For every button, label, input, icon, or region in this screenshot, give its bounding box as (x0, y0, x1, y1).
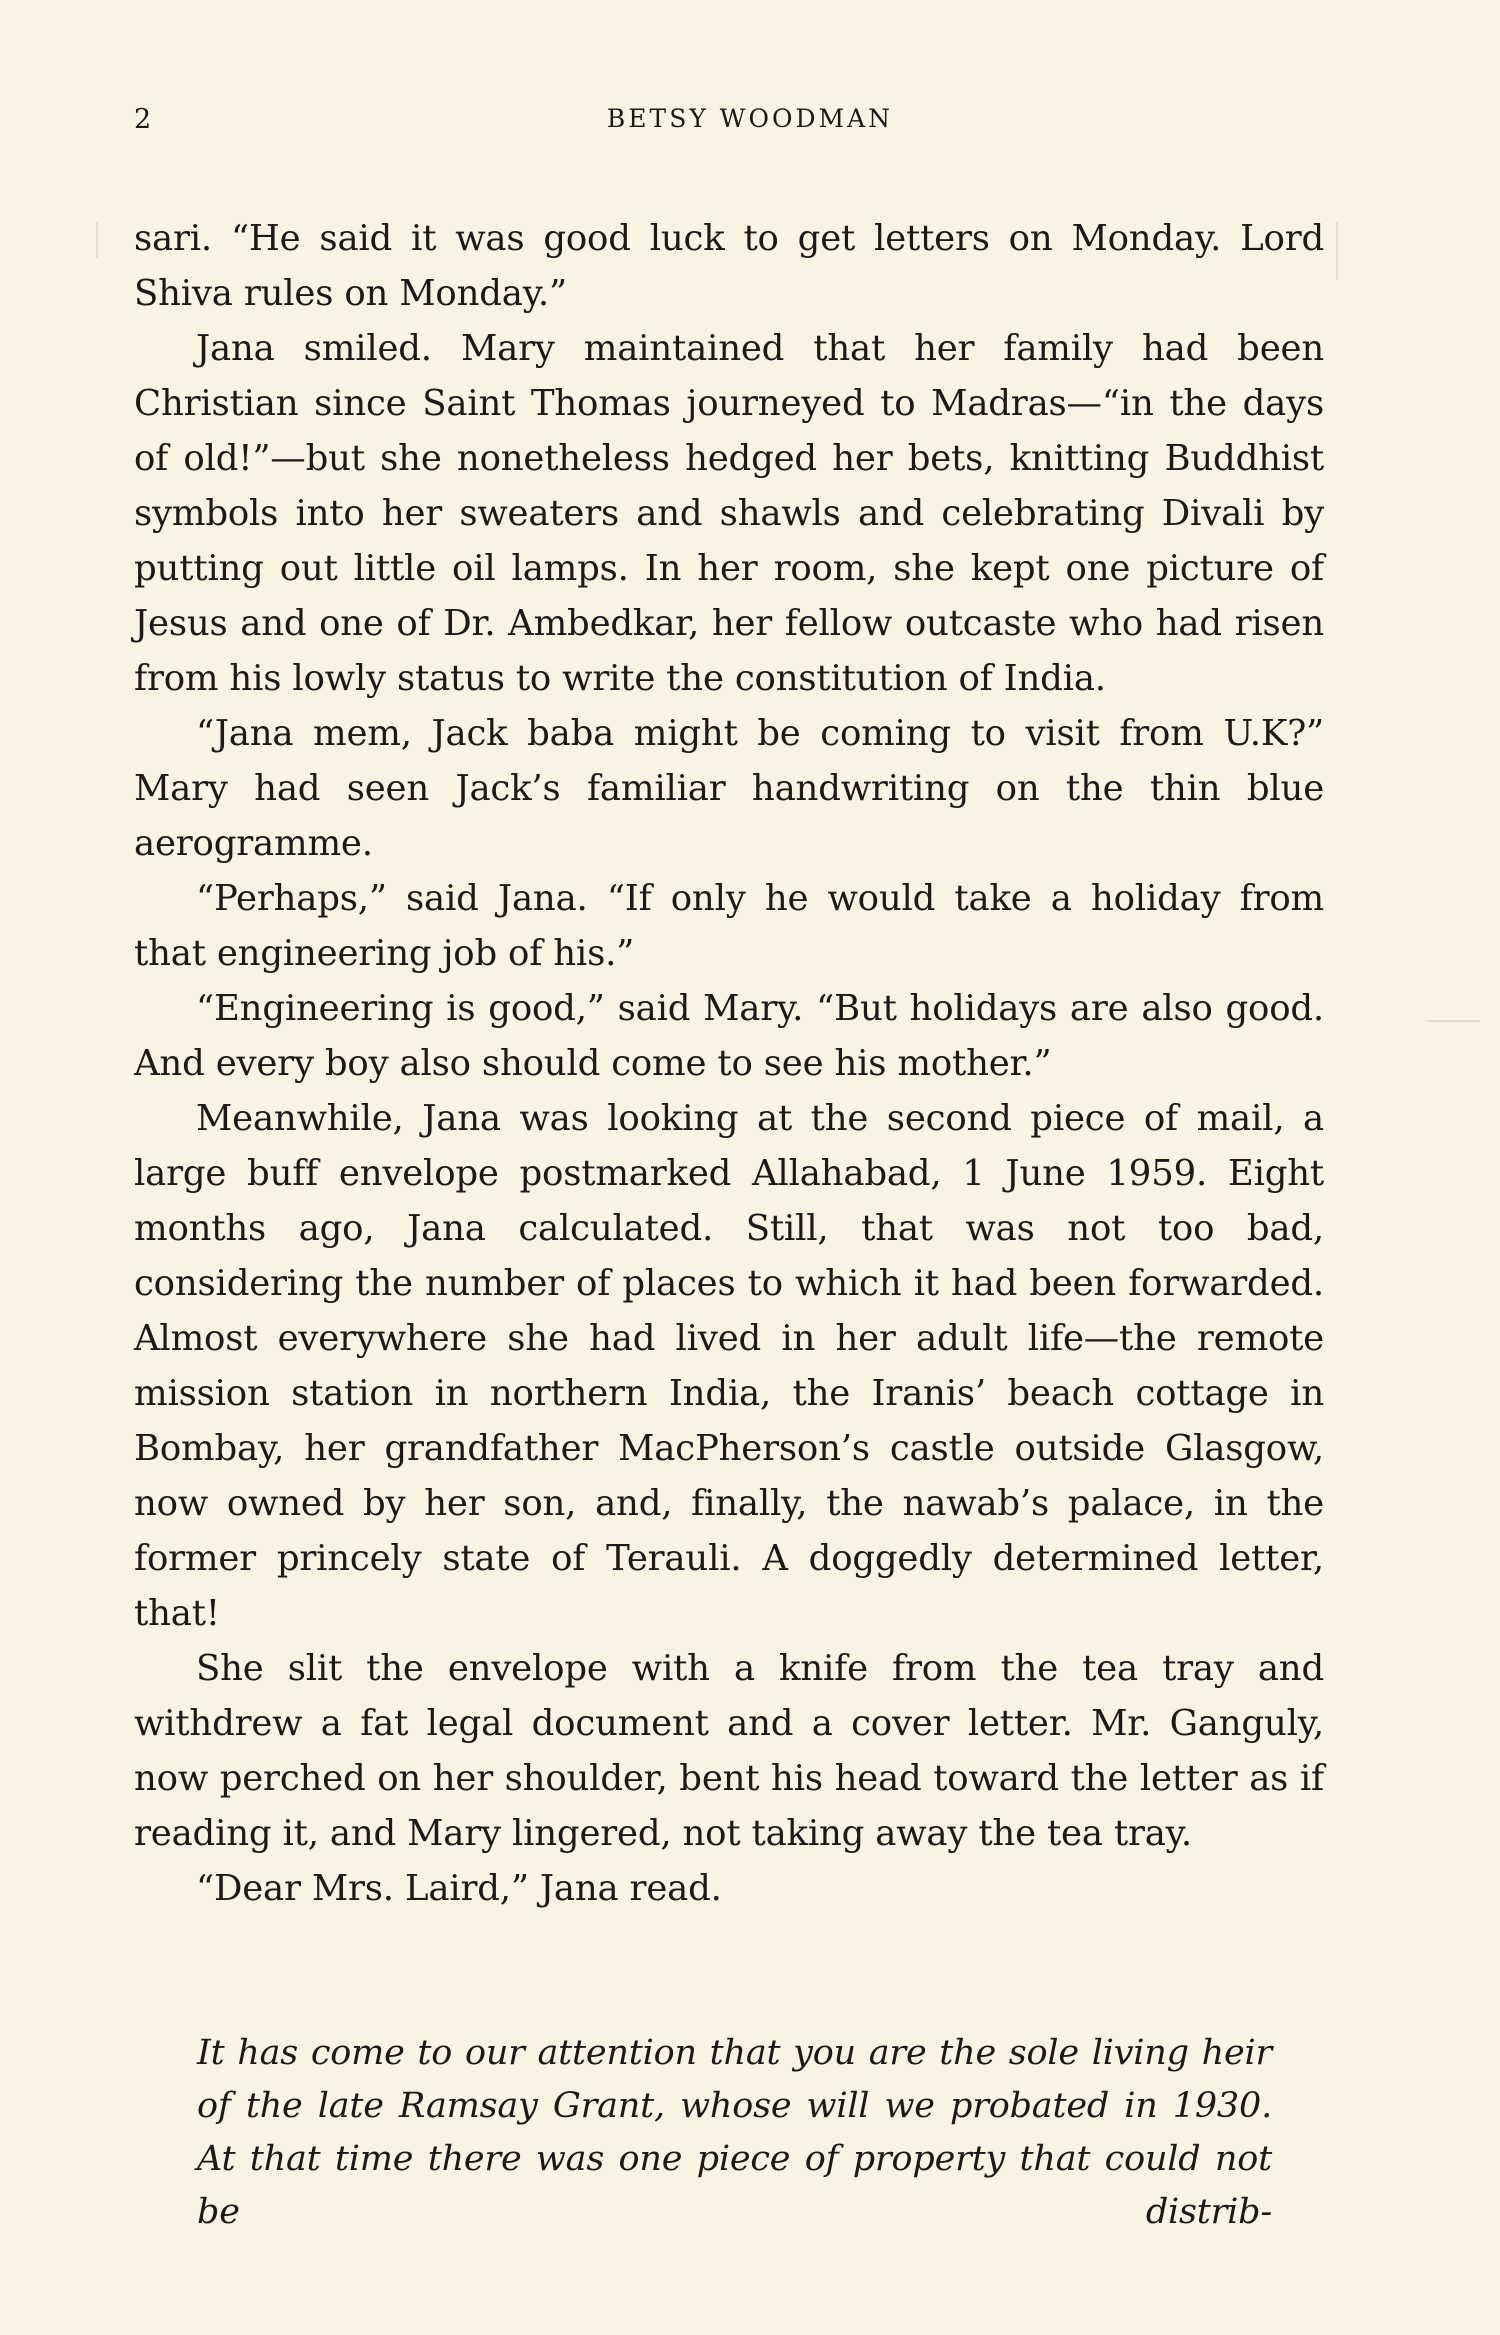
paragraph: sari. “He said it was good luck to get letters on Monday. Lord Shiva rules on Monday.” (134, 218, 1324, 314)
body-text (134, 211, 1324, 1916)
running-head (0, 104, 1500, 144)
paragraph: “Perhaps,” said Jana. “If only he would take a holiday from that engineering job of his.” (134, 878, 1324, 974)
paragraph: She slit the envelope with a knife from the tea tray and withdrew a fat legal document and a cover letter. Mr. Ganguly, now perched on her shoulder, bent his head toward the letter as if reading it, and Mary lingered, not taking away the tea tray. (134, 1648, 1324, 1854)
scan-margin-mark (1428, 1020, 1480, 1022)
paragraph: Meanwhile, Jana was looking at the second piece of mail, a large buff envelope postmarked Allahabad, 1 June 1959. Eight months ago, Jana calculated. Still, that was not too bad, considering the number of places to which it had been forwarded. Almost everywhere she had lived in her adult life—the remote mission station in northern India, the Iranis’ beach cottage in Bombay, her grandfather MacPherson’s castle outside Glasgow, now owned by her son, and, finally, the nawab’s palace, in the former princely state of Terauli. A doggedly determined letter, that! (134, 1098, 1324, 1634)
paragraph: Jana smiled. Mary maintained that her family had been Christian since Saint Thomas journeyed to Madras—“in the days of old!”—but she nonetheless hedged her bets, knitting Buddhist symbols into her sweaters and shawls and celebrating Divali by putting out little oil lamps. In her room, she kept one picture of Jesus and one of Dr. Ambedkar, her fellow outcaste who had risen from his lowly status to write the constitution of India. (134, 328, 1324, 699)
scan-margin-mark (96, 222, 98, 258)
running-head-author: BETSY WOODMAN (606, 104, 894, 133)
paragraph: “Jana mem, Jack baba might be coming to visit from U.K?” Mary had seen Jack’s familiar handwriting on the thin blue aerogramme. (134, 713, 1324, 864)
scan-margin-mark (1336, 222, 1338, 280)
paragraph: “Engineering is good,” said Mary. “But holidays are also good. And every boy also should come to see his mother.” (134, 988, 1324, 1084)
letter-excerpt: It has come to our attention that you are the sole living heir of the late Ramsay Grant, whose will we probated in 1930. At that time there was one piece of property that could not be distrib- (197, 2033, 1272, 2232)
page-number: 2 (134, 104, 153, 135)
paragraph: “Dear Mrs. Laird,” Jana read. (196, 1868, 722, 1909)
